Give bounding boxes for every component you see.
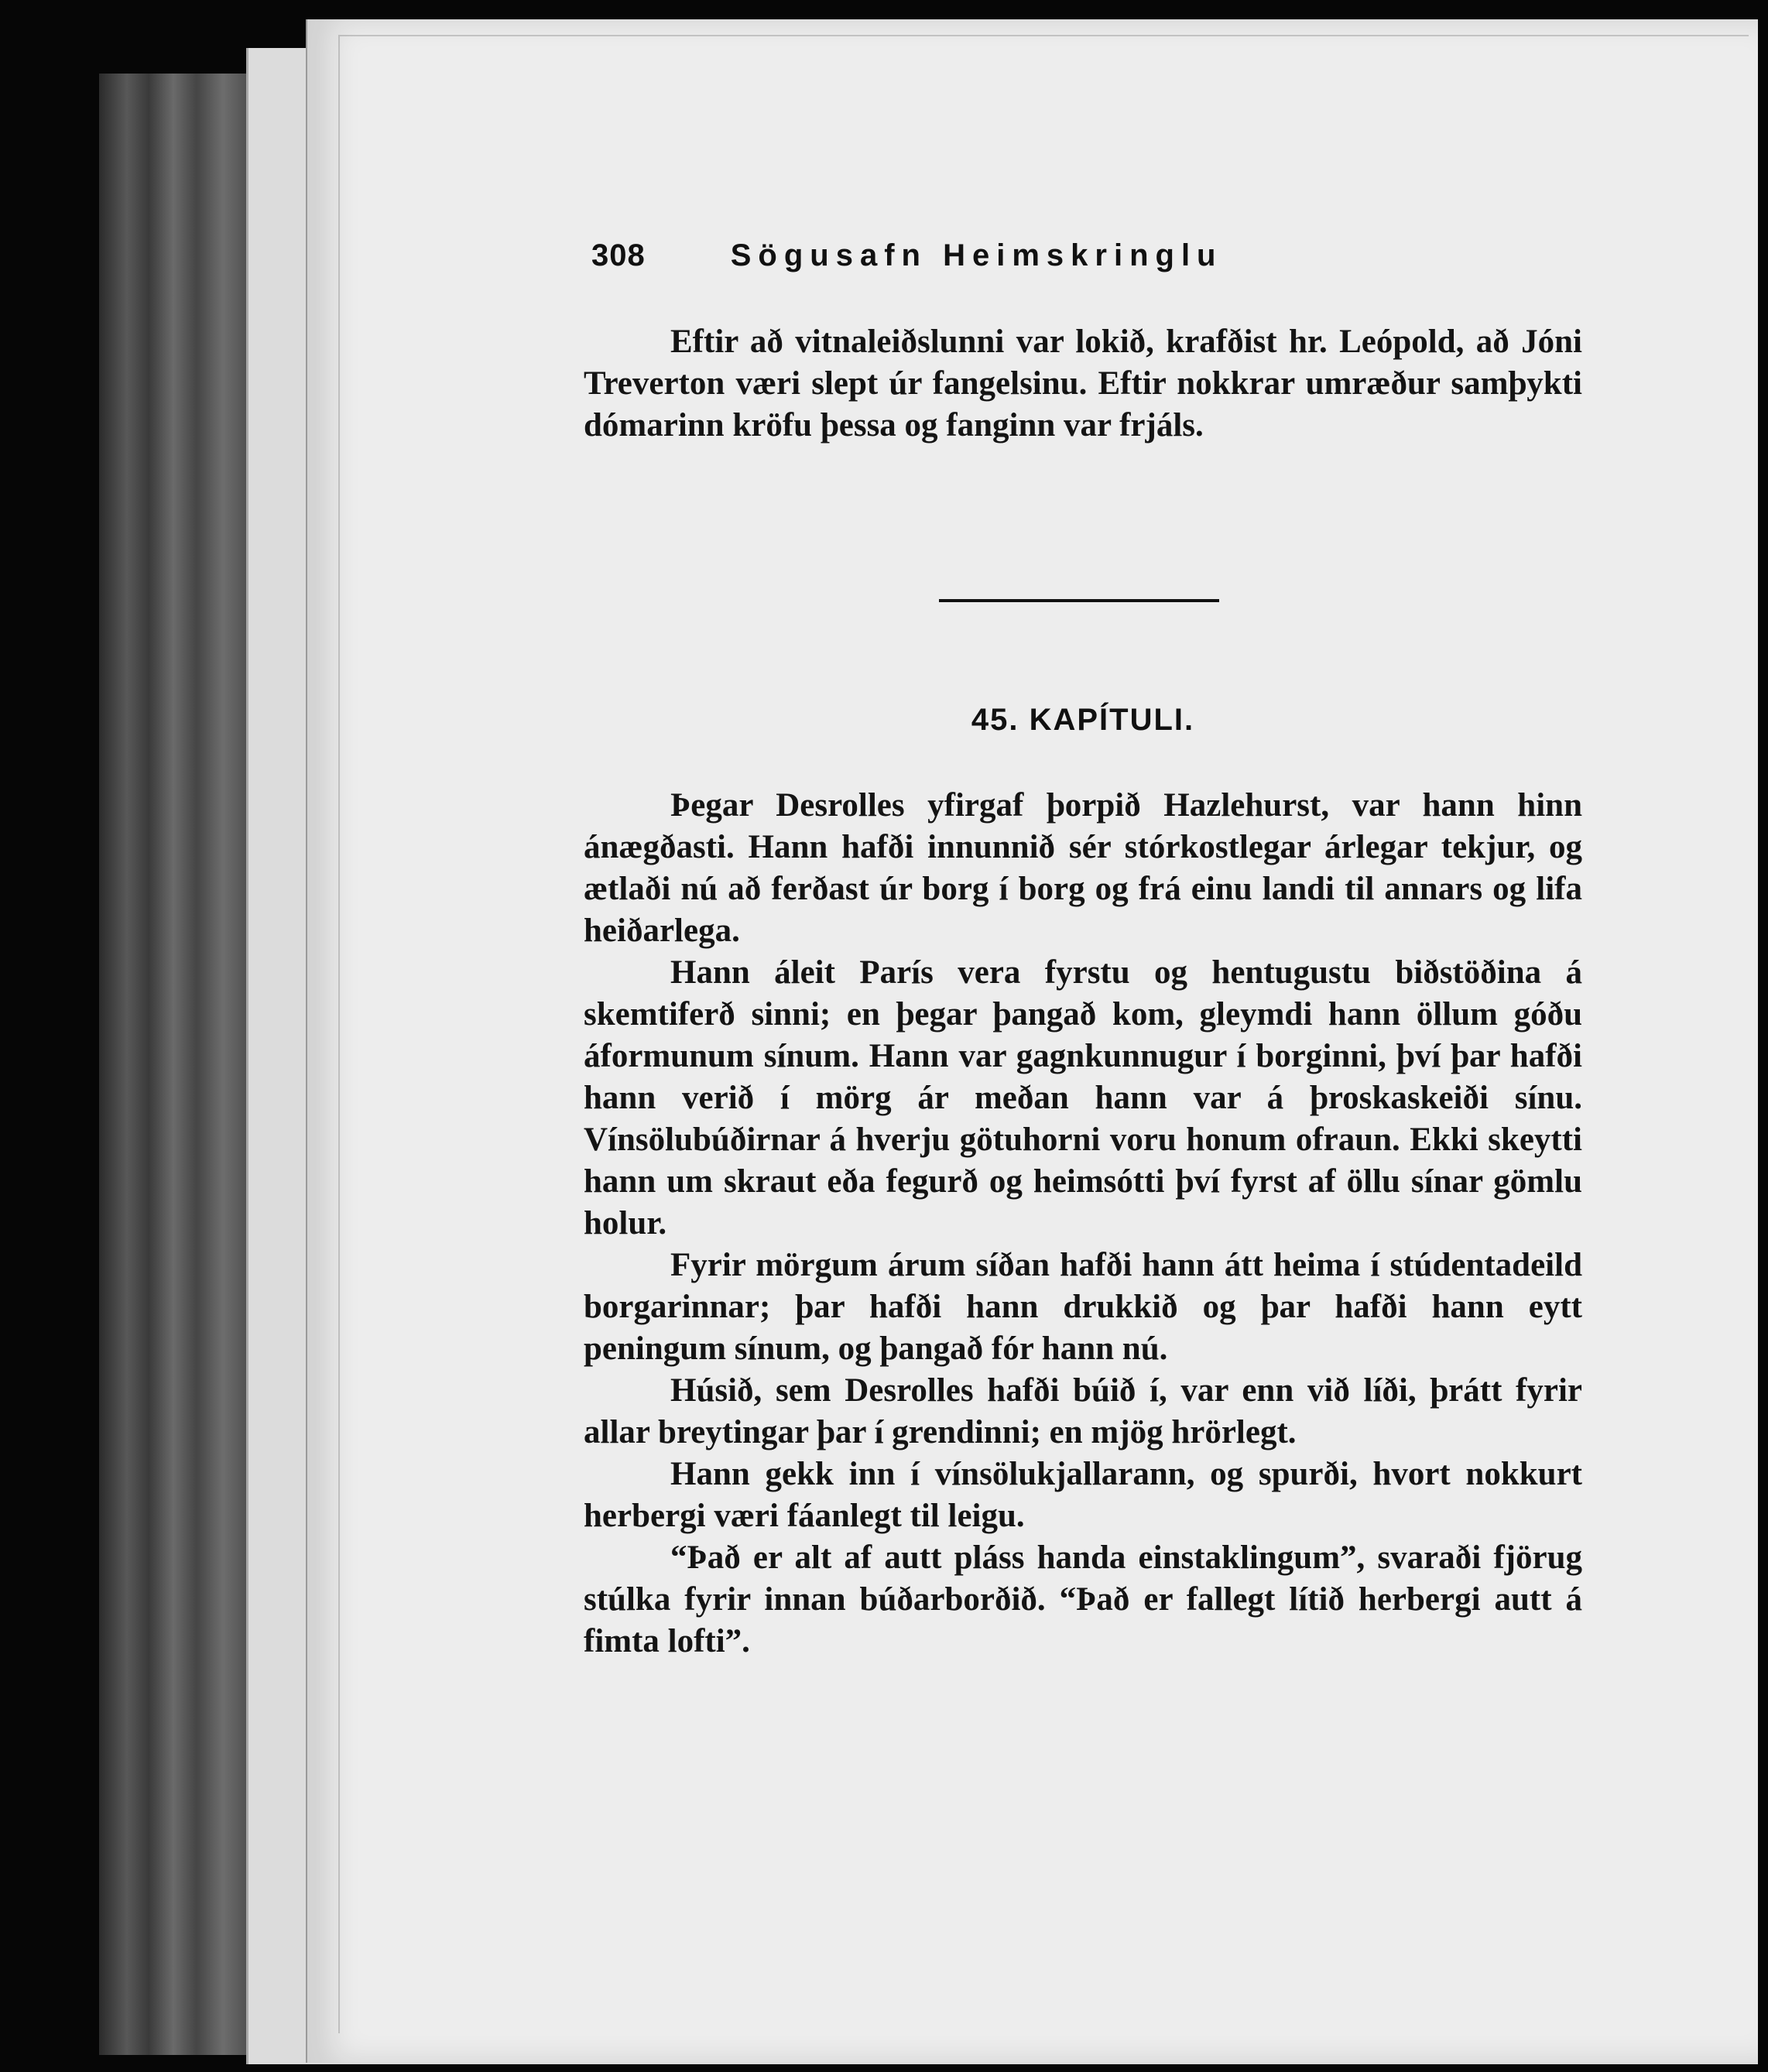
running-header <box>591 238 1567 285</box>
section-divider <box>939 599 1219 602</box>
chapter-heading: 45. KAPÍTULI. <box>971 703 1195 737</box>
running-title: Sögusafn Heimskringlu <box>730 238 1223 272</box>
paragraph: Hann gekk inn í vínsölukjallarann, og spurði, hvort nokkurt herbergi væri fáanlegt til leigu. <box>584 1456 1582 1534</box>
book-edge <box>99 74 254 2055</box>
page-number: 308 <box>591 238 646 272</box>
paragraph: “Það er alt af autt pláss handa einstaklingum”, svaraði fjörug stúlka fyrir innan búðarborðið. “Það er fallegt lítið herbergi autt á fimta lofti”. <box>584 1539 1582 1659</box>
paragraph: Fyrir mörgum árum síðan hafði hann átt heima í stúdentadeild borgarinnar; þar hafði hann drukkið og þar hafði hann eytt peningum sínum, og þangað fór hann nú. <box>584 1247 1582 1367</box>
paragraph: Þegar Desrolles yfirgaf þorpið Hazlehurst, var hann hinn ánægðasti. Hann hafði innunnið sér stórkostlegar árlegar tekjur, og ætlaði nú að ferðast úr borg í borg og frá einu landi til annars og lifa heiðarlega. <box>584 787 1582 949</box>
intro-text-block <box>584 321 1582 447</box>
chapter-text-block <box>584 785 1582 1663</box>
intro-paragraph: Eftir að vitnaleiðslunni var lokið, krafðist hr. Leópold, að Jóni Treverton væri slept úr fangelsinu. Eftir nokkrar umræður samþykti dómarinn kröfu þessa og fanginn var frjáls. <box>584 324 1582 444</box>
paragraph: Hann áleit París vera fyrstu og hentugustu biðstöðina á skemtiferð sinni; en þegar þangað kom, gleymdi hann öllum góðu áformunum sínum. Hann var gagnkunnugur í borginni, því þar hafði hann verið í mörg ár meðan hann var á þroskaskeiði sínu. Vínsölubúðirnar á hverju götuhorni voru honum ofraun. Ekki skeytti hann um skraut eða fegurð og heimsótti því fyrst af öllu sínar gömlu holur. <box>584 954 1582 1241</box>
paragraph: Húsið, sem Desrolles hafði búið í, var enn við líði, þrátt fyrir allar breytingar þar í grendinni; en mjög hrörlegt. <box>584 1372 1582 1450</box>
